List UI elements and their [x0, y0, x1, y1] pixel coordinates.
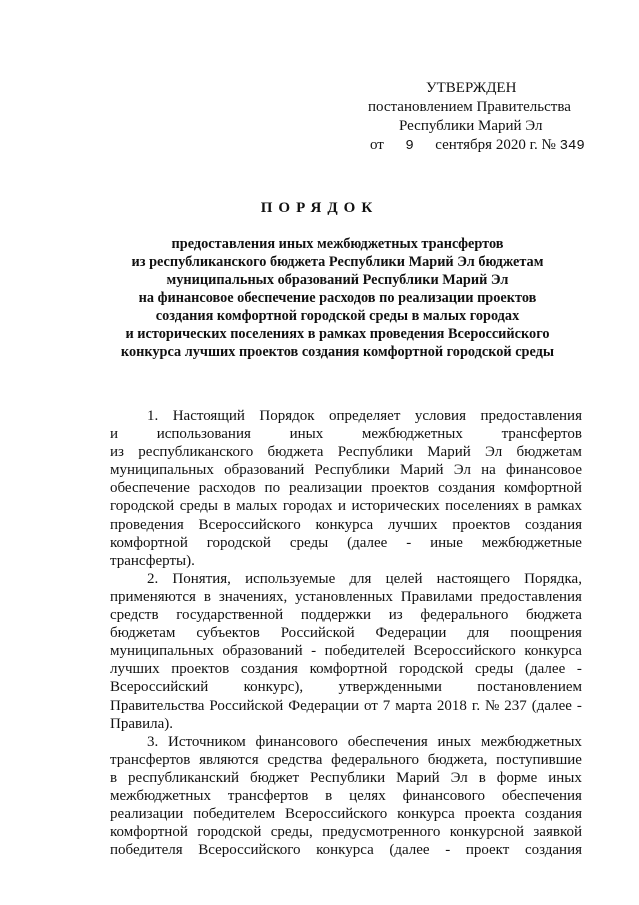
approval-date-rest: сентября 2020 г. № — [435, 137, 556, 153]
approval-block — [360, 79, 600, 156]
paragraph-line: трансферты). — [110, 552, 195, 569]
paragraph-line: Всероссийский конкурс), утвержденными постановлением — [110, 679, 582, 696]
paragraph-line: комфортной городской среды, предусмотренного конкурсной заявкой — [110, 824, 582, 841]
paragraph-line: 1. Настоящий Порядок определяет условия предоставления — [147, 408, 582, 424]
approval-date-line — [360, 136, 600, 156]
paragraph-line: в республиканский бюджет Республики Марий Эл в форме иных — [110, 769, 582, 786]
subtitle-line: и исторических поселениях в рамках проведения Всероссийского — [125, 326, 550, 342]
paragraph-line: реализации победителем Всероссийского конкурса проекта создания — [110, 806, 582, 823]
paragraph — [110, 733, 582, 860]
approval-stamp: УТВЕРЖДЕН — [426, 80, 517, 96]
paragraph-line: средств государственной поддержки из федерального бюджета — [110, 607, 582, 624]
paragraph-line: и использования иных межбюджетных трансфертов — [110, 426, 582, 443]
subtitle-line: конкурса лучших проектов создания комфортной городской среды — [120, 344, 555, 360]
paragraph-line: победителя Всероссийского конкурса (далее - проект создания — [110, 842, 582, 859]
paragraph-line: обеспечение расходов по реализации проектов создания комфортной — [110, 480, 582, 497]
subtitle-line: предоставления иных межбюджетных трансфертов — [171, 236, 504, 252]
paragraph-line: муниципальных образований Республики Марий Эл на финансовое — [110, 462, 582, 479]
paragraph-line: бюджетам субъектов Российской Федерации для поощрения — [110, 625, 582, 642]
paragraph-line: городской среды в малых городах и исторических поселениях в рамках — [110, 498, 582, 515]
paragraph-line: Правительства Российской Федерации от 7 марта 2018 г. № 237 (далее - — [110, 697, 582, 714]
paragraph-line: комфортной городской среды (далее - иные межбюджетные — [110, 534, 582, 551]
document-body — [110, 407, 582, 859]
paragraph-line: лучших проектов создания комфортной городской среды (далее - — [110, 661, 582, 678]
document-subtitle — [100, 235, 575, 361]
paragraph-line: из республиканского бюджета Республики Марий Эл бюджетам — [110, 444, 582, 461]
approval-number: 349 — [559, 138, 585, 154]
paragraph-line: 3. Источником финансового обеспечения иных межбюджетных — [147, 733, 582, 750]
paragraph-line: проведения Всероссийского конкурса лучших проектов создания — [110, 516, 582, 533]
paragraph-line: применяются в значениях, установленных Правилами предоставления — [110, 588, 582, 605]
approval-line-republic: Республики Марий Эл — [399, 118, 543, 134]
paragraph-line: муниципальных образований - победителей Всероссийского конкурса — [110, 643, 582, 660]
paragraph — [110, 407, 582, 570]
paragraph-line: 2. Понятия, используемые для целей настоящего Порядка, — [147, 570, 582, 587]
subtitle-line: муниципальных образований Республики Марий Эл — [166, 272, 509, 288]
approval-date-prefix: от — [370, 137, 384, 153]
paragraph-line: Правила). — [110, 715, 173, 732]
subtitle-line: на финансовое обеспечение расходов по реализации проектов — [138, 290, 537, 306]
paragraph-line: трансфертов являются средства федерального бюджета, поступившие — [110, 751, 582, 768]
document-title: ПОРЯДОК — [260, 200, 379, 216]
paragraph-line: межбюджетных трансфертов в целях финансового обеспечения — [110, 787, 582, 804]
approval-day: 9 — [405, 138, 414, 154]
subtitle-line: из республиканского бюджета Республики Марий Эл бюджетам — [131, 254, 544, 270]
subtitle-line: создания комфортной городской среды в малых городах — [155, 308, 520, 324]
paragraph — [110, 570, 582, 733]
approval-line-resolution: постановлением Правительства — [368, 99, 571, 115]
